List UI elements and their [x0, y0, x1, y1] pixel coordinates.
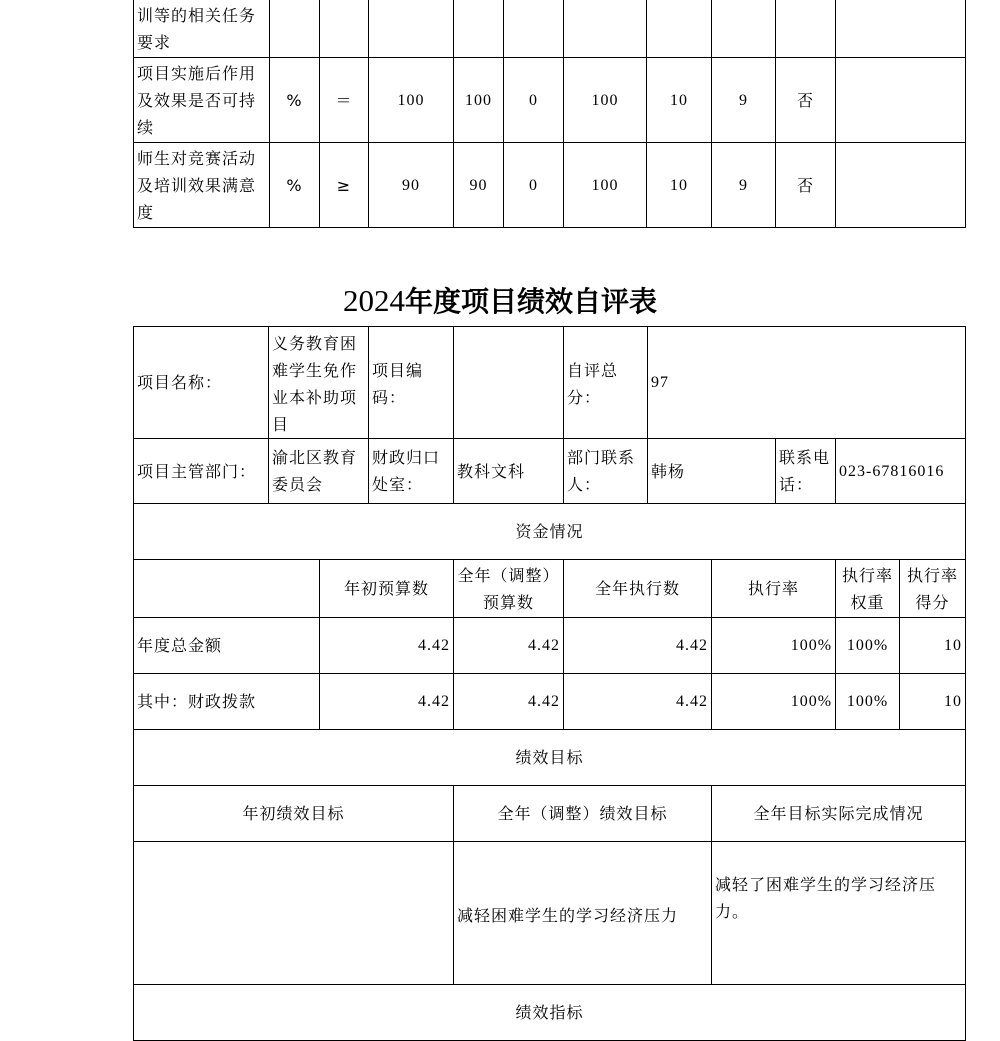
- table-row: [134, 0, 966, 58]
- funds-executed: 4.42: [564, 674, 712, 730]
- goals-header-actual: 全年目标实际完成情况: [712, 786, 966, 842]
- funds-header-blank: [134, 560, 320, 618]
- project-code-value: [454, 327, 564, 439]
- adjusted-target-cell: [454, 0, 504, 58]
- operator-cell: [320, 0, 369, 58]
- funds-score: 10: [900, 618, 966, 674]
- phone-value: 023-67816016: [836, 439, 966, 504]
- value-cell: 100: [564, 143, 647, 228]
- funds-adjusted: 4.42: [454, 674, 564, 730]
- operator-cell: ≥: [320, 143, 369, 228]
- funds-header-weight: 执行率权重: [836, 560, 900, 618]
- table-row: [134, 560, 966, 618]
- value-cell: 100: [564, 58, 647, 143]
- dept-label: 项目主管部门：: [134, 439, 269, 504]
- funds-row-label: 其中：财政拨款: [134, 674, 320, 730]
- phone-label: 联系电话：: [776, 439, 836, 504]
- funds-weight: 100%: [836, 618, 900, 674]
- target-cell: 100: [369, 58, 454, 143]
- funds-score: 10: [900, 674, 966, 730]
- value-cell: [564, 0, 647, 58]
- table-row: [134, 842, 966, 985]
- table-row: [134, 58, 966, 143]
- contact-label: 部门联系人：: [564, 439, 648, 504]
- funds-header-initial: 年初预算数: [320, 560, 454, 618]
- table-row: [134, 143, 966, 228]
- funds-initial: 4.42: [320, 618, 454, 674]
- adjusted-target-cell: 90: [454, 143, 504, 228]
- value-cell: [836, 143, 966, 228]
- value-cell: [712, 0, 776, 58]
- value-cell: [647, 0, 712, 58]
- title-text: 年度项目绩效自评表: [404, 285, 657, 318]
- score-value: 97: [648, 327, 966, 439]
- goals-header-initial: 年初绩效目标: [134, 786, 454, 842]
- value-cell: 10: [647, 143, 712, 228]
- indicator-table-top: [133, 0, 966, 228]
- value-cell: 9: [712, 58, 776, 143]
- project-code-label: 项目编码：: [369, 327, 454, 439]
- indicator-name: 项目实施后作用及效果是否可持续: [134, 58, 270, 143]
- finance-label: 财政归口处室：: [369, 439, 454, 504]
- goals-header-adjusted: 全年（调整）绩效目标: [454, 786, 712, 842]
- value-cell: [504, 0, 564, 58]
- value-cell: 否: [776, 143, 836, 228]
- unit-cell: %: [270, 143, 320, 228]
- funds-rate: 100%: [712, 618, 836, 674]
- value-cell: [836, 58, 966, 143]
- operator-cell: ＝: [320, 58, 369, 143]
- indicator-name: 训等的相关任务要求: [134, 0, 270, 58]
- value-cell: 0: [504, 143, 564, 228]
- finance-value: 教科文科: [454, 439, 564, 504]
- funds-section-title: 资金情况: [134, 504, 966, 560]
- value-cell: 9: [712, 143, 776, 228]
- funds-header-score: 执行率得分: [900, 560, 966, 618]
- table-row: [134, 730, 966, 786]
- unit-cell: [270, 0, 320, 58]
- funds-rate: 100%: [712, 674, 836, 730]
- value-cell: 否: [776, 58, 836, 143]
- target-cell: 90: [369, 143, 454, 228]
- goals-actual: 减轻了困难学生的学习经济压力。: [712, 842, 966, 985]
- title-year: 2024: [342, 283, 405, 318]
- table-row: [134, 786, 966, 842]
- value-cell: 10: [647, 58, 712, 143]
- page-title: [0, 278, 1000, 325]
- funds-row-label: 年度总金额: [134, 618, 320, 674]
- value-cell: [836, 0, 966, 58]
- evaluation-table: [133, 326, 966, 1041]
- goals-adjusted: 减轻困难学生的学习经济压力: [454, 842, 712, 985]
- score-label: 自评总分：: [564, 327, 648, 439]
- indicator-name: 师生对竞赛活动及培训效果满意度: [134, 143, 270, 228]
- funds-initial: 4.42: [320, 674, 454, 730]
- dept-value: 渝北区教育委员会: [269, 439, 369, 504]
- funds-header-adjusted: 全年（调整）预算数: [454, 560, 564, 618]
- target-cell: [369, 0, 454, 58]
- adjusted-target-cell: 100: [454, 58, 504, 143]
- table-row: [134, 327, 966, 439]
- table-row: [134, 504, 966, 560]
- funds-adjusted: 4.42: [454, 618, 564, 674]
- goals-section-title: 绩效目标: [134, 730, 966, 786]
- table-row: [134, 439, 966, 504]
- funds-header-executed: 全年执行数: [564, 560, 712, 618]
- contact-value: 韩杨: [648, 439, 776, 504]
- table-row: [134, 674, 966, 730]
- funds-weight: 100%: [836, 674, 900, 730]
- funds-executed: 4.42: [564, 618, 712, 674]
- unit-cell: %: [270, 58, 320, 143]
- value-cell: 0: [504, 58, 564, 143]
- goals-initial: [134, 842, 454, 985]
- project-name-label: 项目名称：: [134, 327, 269, 439]
- table-row: [134, 618, 966, 674]
- value-cell: [776, 0, 836, 58]
- funds-header-rate: 执行率: [712, 560, 836, 618]
- indicators-section-title: 绩效指标: [134, 985, 966, 1041]
- table-row: [134, 985, 966, 1041]
- project-name-value: 义务教育困难学生免作业本补助项目: [269, 327, 369, 439]
